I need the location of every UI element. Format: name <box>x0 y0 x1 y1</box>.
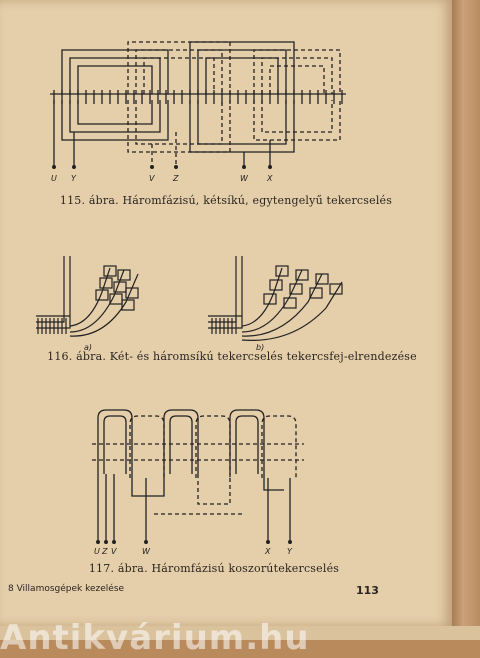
fig115-terminal-z: Z <box>173 174 179 183</box>
fig117-terminal-z: Z <box>102 547 108 556</box>
fig117-terminal-v: V <box>111 547 117 556</box>
figure-116-coil-head-diagram <box>30 252 360 358</box>
fig117-caption: 117. ábra. Háromfázisú koszorútekercselés <box>88 562 340 575</box>
fig116-caption: 116. ábra. Két- és háromsíkú tekercselés tekercsfej-elrendezése <box>47 350 417 363</box>
page-number: 113 <box>356 584 379 597</box>
fig117-terminal-y: Y <box>287 547 292 556</box>
footer-chapter-title: 8 Villamosgépek kezelése <box>8 584 125 594</box>
fig115-caption: 115. ábra. Háromfázisú, kétsíkú, egytengelyű tekercselés <box>59 194 393 207</box>
figure-117-ring-winding-diagram <box>84 404 314 558</box>
fig116-sub-b: b) <box>256 343 265 352</box>
fig117-terminal-w: W <box>142 547 150 556</box>
fig116a-hatching <box>36 316 70 334</box>
fig115-terminal-w: W <box>240 174 248 183</box>
fig117-terminal-u: U <box>94 547 100 556</box>
page-edge <box>452 0 480 640</box>
fig115-terminal-y: Y <box>71 174 76 183</box>
fig117-coils <box>92 410 304 478</box>
fig117-terminal-x: X <box>265 547 271 556</box>
fig116-sub-a: a) <box>84 343 93 352</box>
fig115-terminal-u: U <box>51 174 57 183</box>
watermark: Antikvárium.hu <box>0 618 310 658</box>
fig115-terminal-v: V <box>149 174 155 183</box>
figure-115-winding-diagram <box>44 36 354 192</box>
fig115-terminal-x: X <box>267 174 273 183</box>
